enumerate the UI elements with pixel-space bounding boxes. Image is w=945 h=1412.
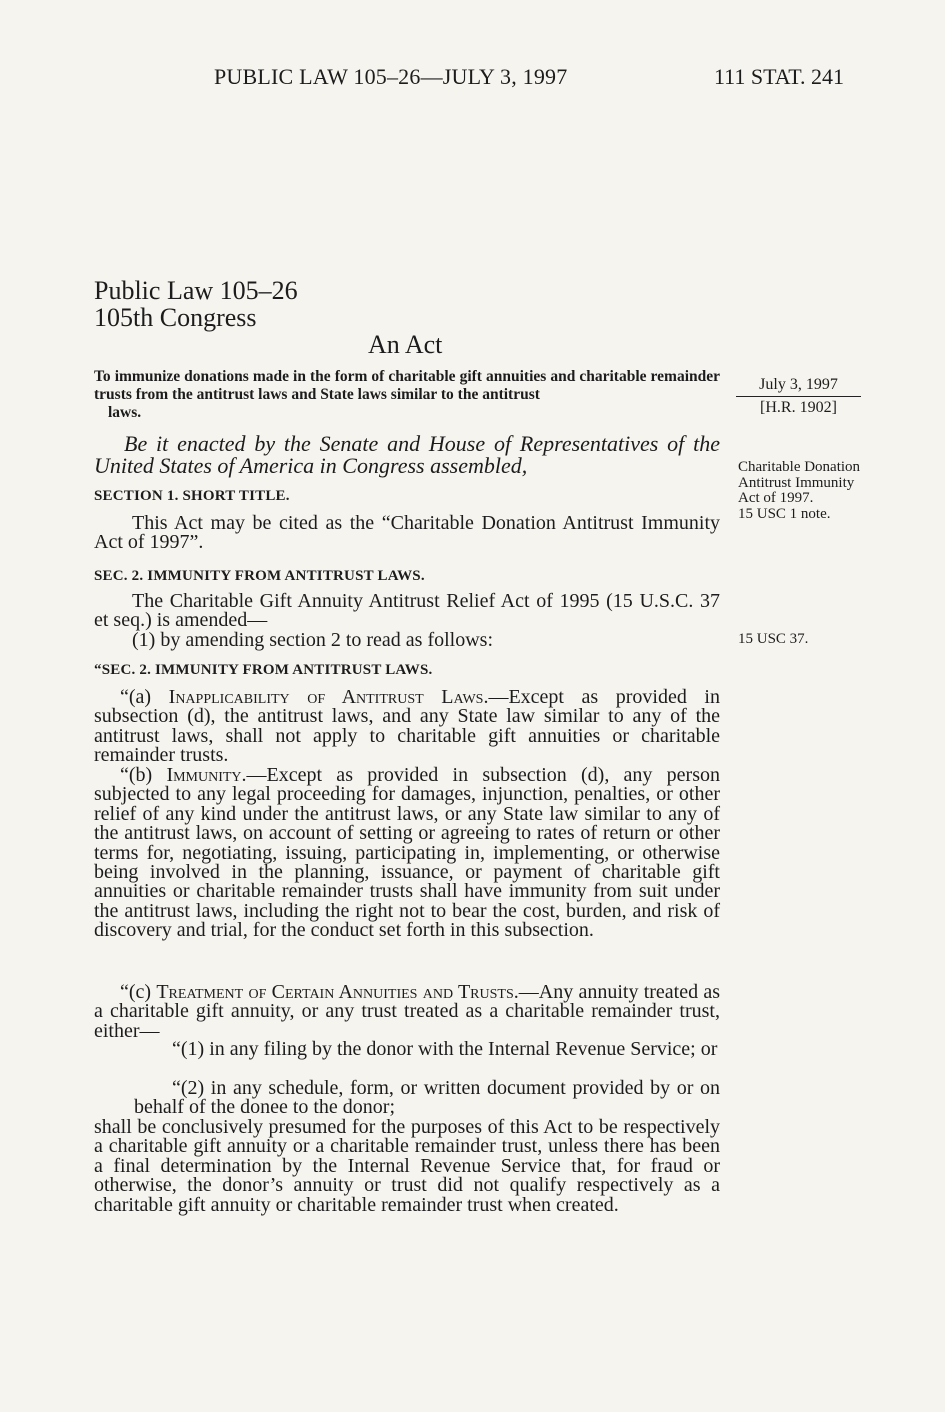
short-title-usc: 15 USC 1 note. (738, 505, 831, 522)
statute-citation: 111 STAT. 241 (714, 64, 845, 89)
margin-date-block (736, 376, 861, 417)
purpose-line-1: To immunize donations made in the form of charitable gift annuities and charitable remainder trusts from the antitrust laws and State laws similar to the antitrust (94, 368, 720, 403)
purpose-clause (94, 368, 720, 422)
subsection-a-text: .—Except as provided in subsection (d), the antitrust laws, and any State law similar to any of the antitrust laws, shall not apply to charitable gift annuities or charitable remainder trusts. (94, 686, 720, 767)
section-2-item-1: (1) by amending section 2 to read as follows: (132, 628, 494, 651)
section-2-text (94, 592, 720, 650)
enactment-date: July 3, 1997 (759, 376, 838, 393)
section-1-text: This Act may be cited as the “Charitable Donation Antitrust Immunity Act of 1997”. (94, 512, 720, 554)
act-heading: An Act (368, 330, 443, 359)
subsection-b-text: .—Except as provided in subsection (d), any person subjected to any legal proceeding for damages, injunction, penalties, or other relief of any kind under the antitrust laws, or any State law similar to any of the antitrust laws, on account of setting or agreeing to rates of return or other terms for, negotiating, issuing, participating in, implementing, or otherwise being involved in the planning, issuance, or payment of charitable gift annuities or charitable remainder trusts shall have immunity from suit under the antitrust laws, including the right not to bear the cost, burden, and risk of discovery and trial, for the conduct set forth in this subsection. (94, 764, 720, 942)
subsection-c (94, 983, 720, 1041)
subsection-c-text: .—Any annuity treated as a charitable gift annuity, or any trust treated as a charitable remainder trust, either— (94, 981, 721, 1042)
enacting-clause: Be it enacted by the Senate and House of Representatives of the United States of America in Congress assembled, (94, 431, 720, 478)
running-head: PUBLIC LAW 105–26—JULY 3, 1997 (214, 64, 568, 89)
congress-number: 105th Congress (94, 303, 257, 332)
subsection-a-label: “(a) (120, 686, 169, 708)
section-1-heading: SECTION 1. SHORT TITLE. (94, 488, 290, 504)
public-law-number: Public Law 105–26 (94, 276, 298, 305)
short-title-note: Charitable Donation Antitrust Immunity Act of 1997. (738, 459, 861, 506)
subsection-a-caption: Inapplicability of Antitrust Laws (168, 686, 484, 708)
margin-note-short-title (738, 460, 868, 522)
subsection-b-caption: Immunity (166, 764, 242, 786)
bill-number: [H.R. 1902] (760, 399, 837, 416)
quoted-section-heading: “SEC. 2. IMMUNITY FROM ANTITRUST LAWS. (94, 662, 433, 678)
paragraph-1: “(1) in any filing by the donor with the Internal Revenue Service; or (172, 1038, 718, 1060)
margin-rule (736, 396, 861, 397)
section-2-heading: SEC. 2. IMMUNITY FROM ANTITRUST LAWS. (94, 568, 425, 584)
closing-text: shall be conclusively presumed for the purposes of this Act to be respectively a charitable gift annuity or a charitable remainder trust, unless there has been a final determination by the Internal Revenue Service that, for fraud or otherwise, the donor’s annuity or trust did not qualify respectively as a charitable gift annuity or charitable remainder trust when created. (94, 1116, 720, 1216)
paragraph-2: “(2) in any schedule, form, or written document provided by or on behalf of the donee to the donor; (134, 1077, 720, 1119)
margin-note-usc-37: 15 USC 37. (738, 631, 809, 647)
subsection-c-label: “(c) (120, 981, 157, 1003)
section-2-intro: The Charitable Gift Annuity Antitrust Relief Act of 1995 (15 U.S.C. 37 et seq.) is amended— (94, 590, 720, 632)
subsection-c-caption: Treatment of Certain Annuities and Trusts (156, 981, 514, 1003)
subsection-b (94, 766, 720, 941)
subsection-b-label: “(b) (120, 764, 167, 786)
purpose-line-2: laws. (108, 404, 142, 421)
subsection-a (94, 688, 720, 766)
